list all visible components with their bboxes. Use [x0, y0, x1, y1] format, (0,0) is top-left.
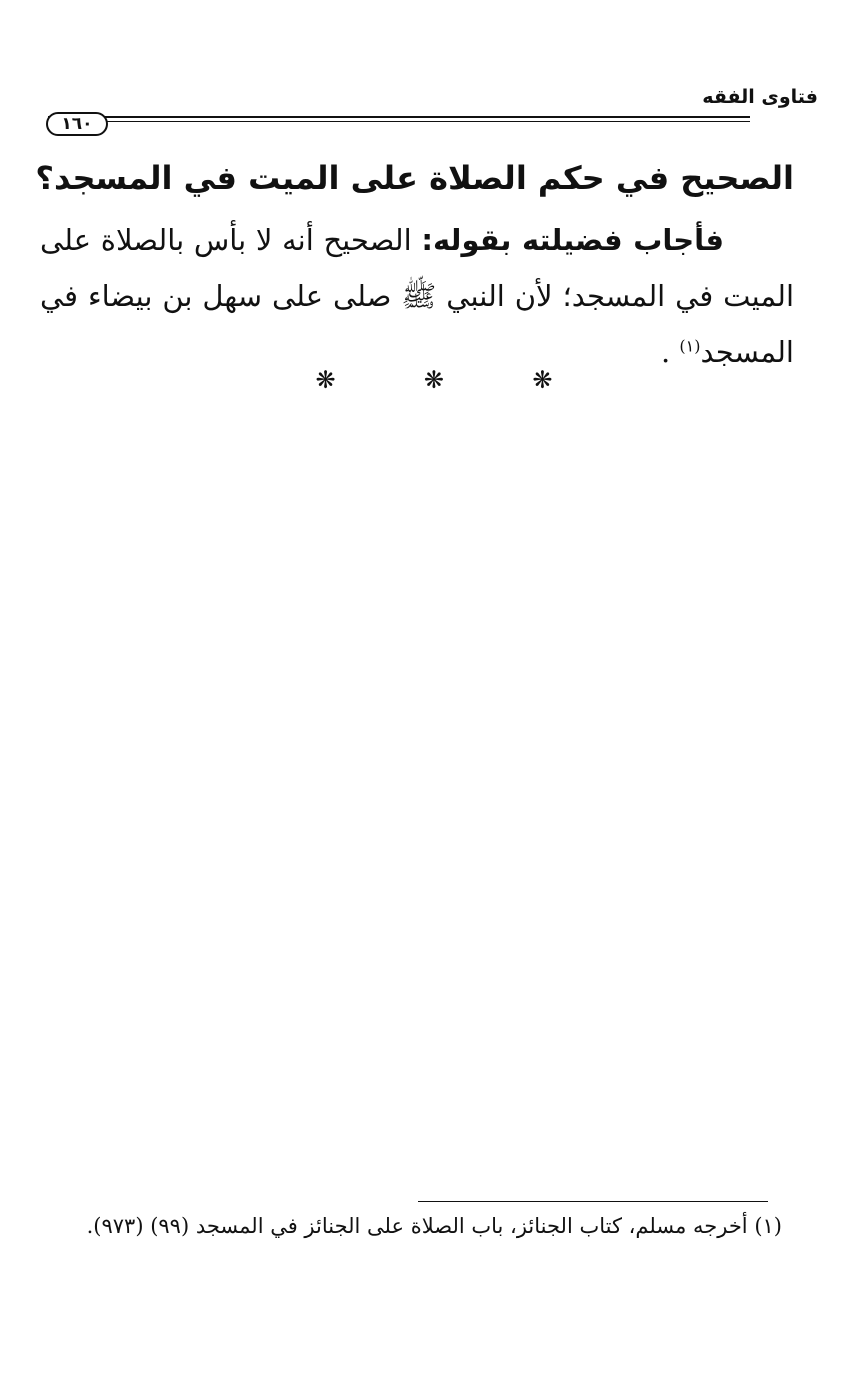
section-separator: ❋ ❋ ❋ [315, 366, 593, 394]
header-rule-thin [48, 121, 750, 122]
answer-end: . [660, 335, 680, 369]
answer-body: الصحيح أنه لا بأس بالصلاة على الميت في المسجد؛ لأن النبي ﷺ صلى على سهل بن بيضاء في المسجد [40, 223, 794, 369]
footnote-rule [418, 1201, 768, 1202]
page-number: ١٦٠ [46, 112, 108, 136]
footnote-marker: (١) [679, 336, 701, 356]
book-title: فتاوى الفقه [702, 86, 818, 108]
answer-paragraph [40, 212, 794, 380]
header-rule [48, 116, 750, 118]
footnote: (١) أخرجه مسلم، كتاب الجنائز، باب الصلاة على الجنائز في المسجد (٩٩) (٩٧٣). [86, 1214, 782, 1238]
page-header [40, 82, 820, 142]
answer-lead: فأجاب فضيلته بقوله: [421, 223, 725, 257]
question-heading: الصحيح في حكم الصلاة على الميت في المسجد؟ [35, 159, 794, 197]
